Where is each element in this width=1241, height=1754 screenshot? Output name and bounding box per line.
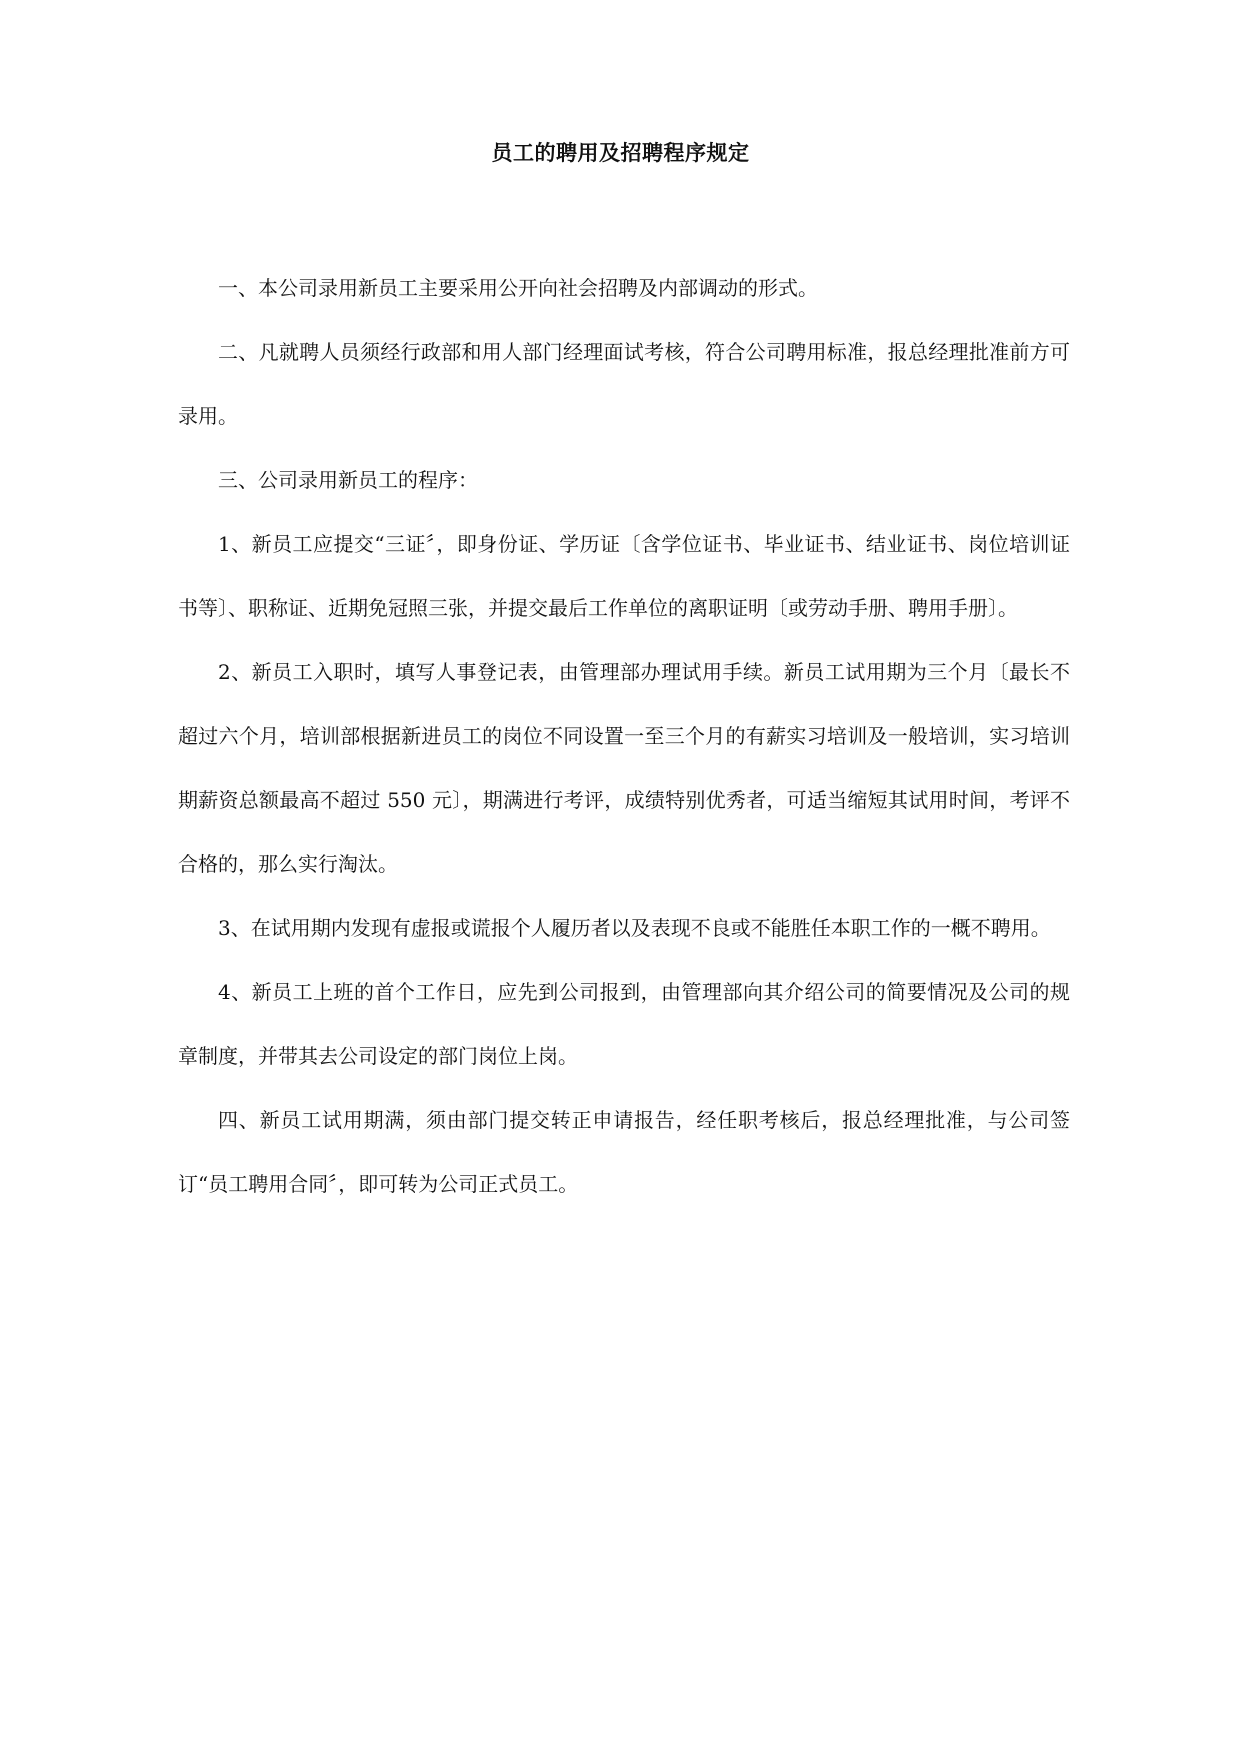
paragraph-3: 三、公司录用新员工的程序： [218,468,478,492]
paragraph-2: 二、凡就聘人员须经行政部和用人部门经理面试考核，符合公司聘用标准，报总经理批准前方可录用。 [178,340,1070,428]
paragraph-8: 四、新员工试用期满，须由部门提交转正申请报告，经任职考核后，报总经理批准，与公司签订“员工聘用合同〞，即可转为公司正式员工。 [178,1108,1070,1196]
paragraph-1: 一、本公司录用新员工主要采用公开向社会招聘及内部调动的形式。 [218,276,818,300]
paragraph-5: 2、新员工入职时，填写人事登记表，由管理部办理试用手续。新员工试用期为三个月〔最长不超过六个月，培训部根据新进员工的岗位不同设置一至三个月的有薪实习培训及一般培训，实习培训期薪资总额最高不超过 550 元〕，期满进行考评，成绩特别优秀者，可适当缩短其试用时间，考评不合格的，那么实行淘汰。 [178,660,1070,876]
paragraph-7: 4、新员工上班的首个工作日，应先到公司报到，由管理部向其介绍公司的简要情况及公司的规章制度，并带其去公司设定的部门岗位上岗。 [178,980,1070,1068]
document-body [178,256,1070,1216]
document-title: 员工的聘用及招聘程序规定 [491,141,750,165]
paragraph-4: 1、新员工应提交“三证〞，即身份证、学历证〔含学位证书、毕业证书、结业证书、岗位培训证书等〕、职称证、近期免冠照三张，并提交最后工作单位的离职证明〔或劳动手册、聘用手册〕。 [178,532,1070,620]
paragraph-6: 3、在试用期内发现有虚报或谎报个人履历者以及表现不良或不能胜任本职工作的一概不聘用。 [218,916,1051,940]
